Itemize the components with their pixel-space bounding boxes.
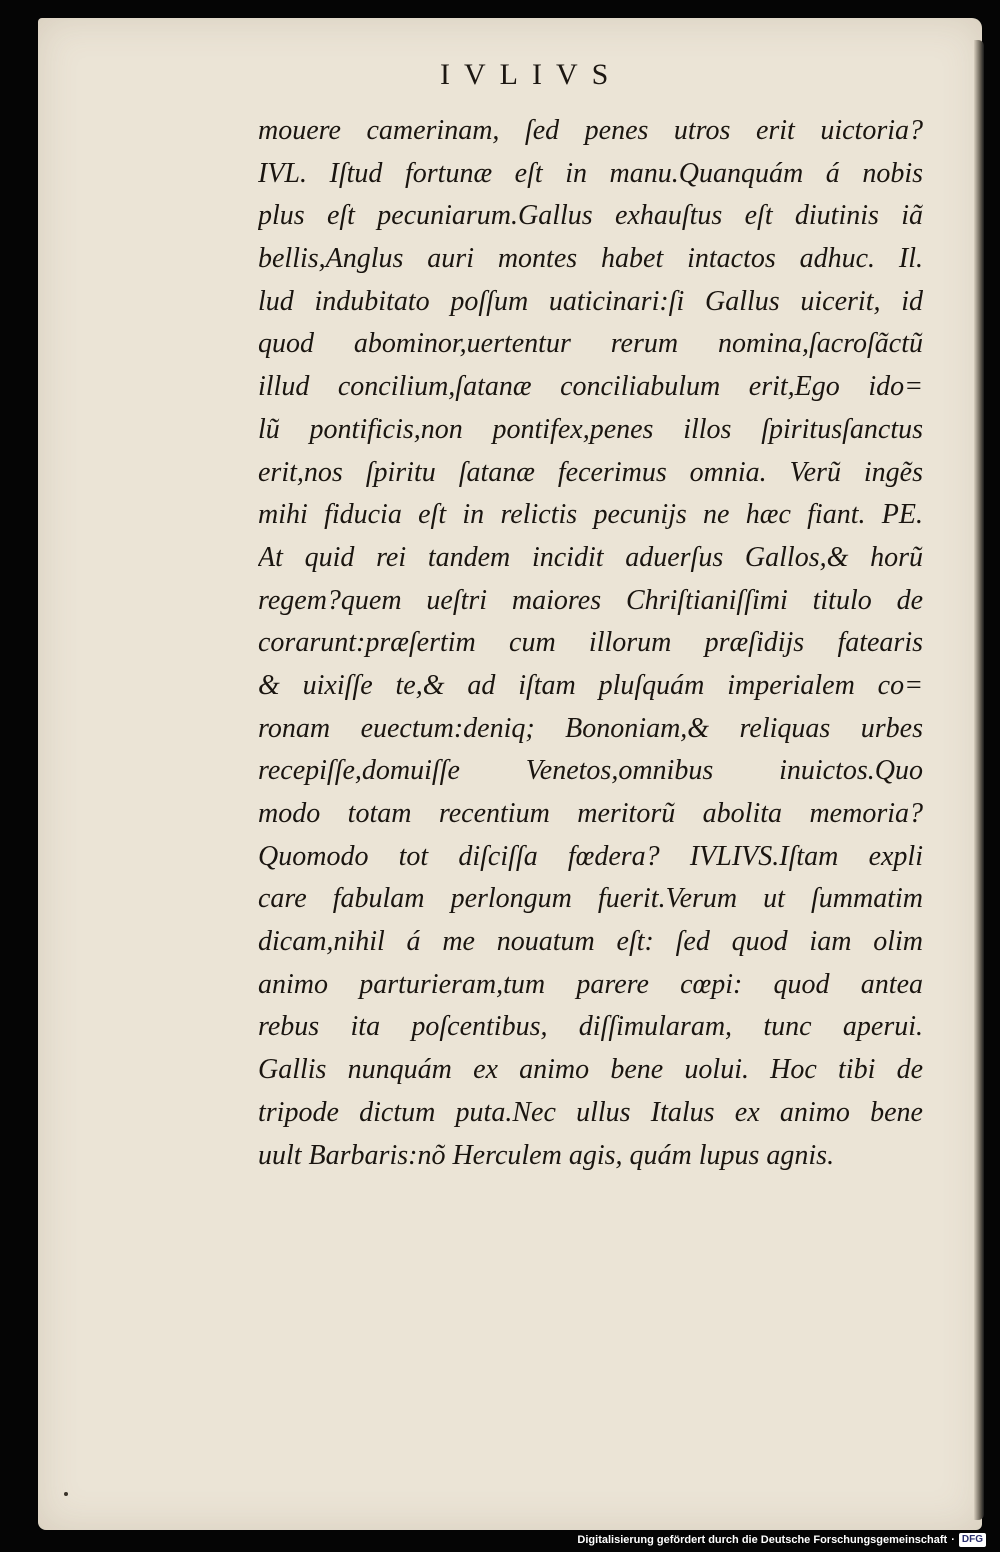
text-line: illud concilium,ſatanæ conciliabulum erit,Ego ido= bbox=[258, 371, 923, 403]
text-line: regem?quem ueſtri maiores Chriſtianiſſimi titulo de bbox=[258, 584, 923, 616]
running-head: IVLIVS bbox=[440, 58, 623, 91]
text-block bbox=[258, 110, 923, 1177]
text-line: uult Barbaris:nõ Herculem agis, quám lupus agnis. bbox=[258, 1139, 835, 1171]
text-line: bellis,Anglus auri montes habet intactos adhuc. Il. bbox=[258, 243, 923, 275]
dfg-logo: DFG bbox=[959, 1533, 986, 1547]
funding-credit: Digitalisierung gefördert durch die Deutsche Forschungsgemeinschaft bbox=[577, 1534, 948, 1546]
footer-separator: · bbox=[951, 1534, 955, 1546]
text-line: corarunt:præſertim cum illorum præſidijs fatearis bbox=[258, 627, 923, 659]
text-line: lud indubitato poſſum uaticinari:ſi Gallus uicerit, id bbox=[258, 285, 923, 317]
text-line: ronam euectum:deniq; Bononiam,& reliquas urbes bbox=[258, 712, 923, 744]
text-line: Gallis nunquám ex animo bene uolui. Hoc tibi de bbox=[258, 1054, 923, 1086]
text-line: mihi fiducia eſt in relictis pecunijs ne hæc fiant. PE. bbox=[258, 499, 923, 531]
margin-mark bbox=[64, 1492, 68, 1496]
text-line: modo totam recentium meritorũ abolita memoria? bbox=[258, 798, 923, 829]
text-line: mouere camerinam, ſed penes utros erit uictoria? bbox=[258, 115, 923, 146]
text-line: IVL. Iſtud fortunæ eſt in manu.Quanquám á nobis bbox=[258, 157, 923, 189]
text-line: dicam,nihil á me nouatum eſt: ſed quod iam olim bbox=[258, 926, 923, 958]
text-line: rebus ita poſcentibus, diſſimularam, tunc aperui. bbox=[258, 1011, 923, 1043]
text-line: & uixiſſe te,& ad iſtam pluſquám imperialem co= bbox=[258, 669, 923, 701]
text-line: At quid rei tandem incidit aduerſus Gallos,& horũ bbox=[258, 541, 923, 573]
text-line: recepiſſe,domuiſſe Venetos,omnibus inuictos.Quo bbox=[258, 755, 923, 787]
text-line: plus eſt pecuniarum.Gallus exhauſtus eſt diutinis iã bbox=[258, 200, 923, 232]
text-line: care fabulam perlongum fuerit.Verum ut ſummatim bbox=[258, 883, 923, 915]
footer bbox=[577, 1531, 986, 1549]
text-line: animo parturieram,tum parere cœpi: quod antea bbox=[258, 968, 923, 1000]
text-line: erit,nos ſpiritu ſatanæ fecerimus omnia. Verũ ingẽs bbox=[258, 456, 923, 488]
text-line: quod abominor,uertentur rerum nomina,ſacroſãctũ bbox=[258, 328, 923, 360]
text-line: lũ pontificis,non pontifex,penes illos ſpiritusſanctus bbox=[258, 413, 923, 445]
text-line: Quomodo tot diſciſſa fœdera? IVLIVS.Iſtam expli bbox=[258, 840, 923, 872]
page-edge bbox=[974, 40, 984, 1520]
text-line: tripode dictum puta.Nec ullus Italus ex animo bene bbox=[258, 1096, 923, 1128]
